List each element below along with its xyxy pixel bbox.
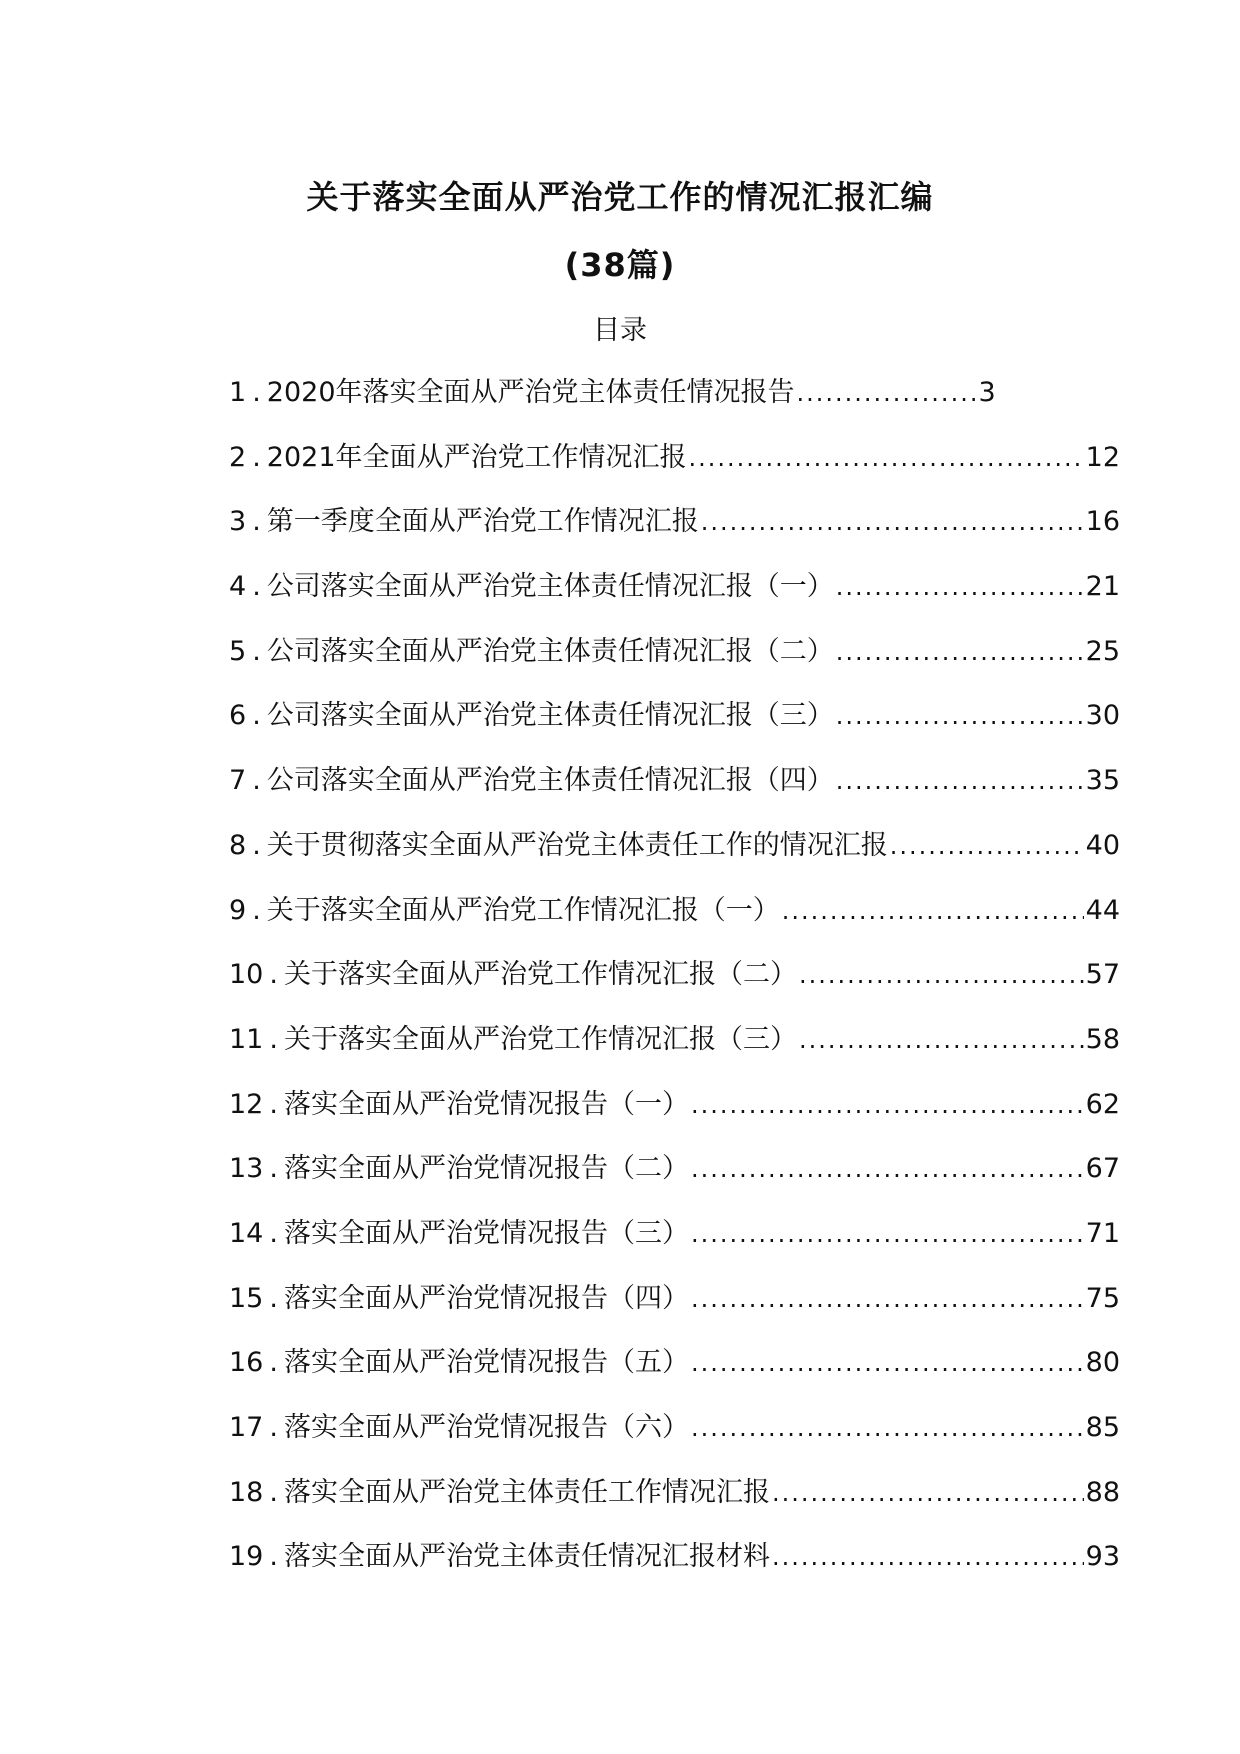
toc-entry-title: 关于落实全面从严治党工作情况汇报（三）	[283, 1023, 797, 1055]
toc-entry[interactable]	[229, 952, 1120, 1017]
toc-entry-page-number: 88	[1085, 1476, 1120, 1508]
toc-entry-page-number: 75	[1085, 1282, 1120, 1314]
toc-entry-separator: .	[269, 1088, 278, 1120]
toc-entry-page-number: 12	[1085, 441, 1120, 473]
toc-dot-leader	[797, 379, 977, 407]
toc-entry-number: 18	[229, 1476, 264, 1508]
toc-entry-separator: .	[269, 959, 278, 991]
toc-dot-leader	[782, 897, 1084, 925]
toc-entry-page-number: 85	[1085, 1412, 1120, 1443]
toc-entry[interactable]	[229, 1276, 1120, 1341]
toc-entry-page-number: 71	[1085, 1217, 1120, 1249]
toc-entry-number: 11	[229, 1023, 264, 1055]
toc-entry-title: 公司落实全面从严治党主体责任情况汇报（四）	[266, 765, 834, 797]
toc-dot-leader	[836, 573, 1084, 601]
toc-entry-title: 落实全面从严治党情况报告（四）	[283, 1282, 689, 1314]
toc-entry-page-number: 40	[1085, 829, 1120, 861]
toc-entry-separator: .	[252, 506, 261, 538]
toc-dot-leader	[890, 832, 1084, 860]
toc-entry-page-number: 21	[1085, 571, 1120, 603]
toc-entry-separator: .	[269, 1217, 278, 1249]
toc-entry[interactable]	[229, 1534, 1120, 1599]
toc-entry-number: 6	[229, 700, 247, 732]
toc-entry-number: 9	[229, 894, 247, 926]
toc-entry-number: 16	[229, 1347, 264, 1379]
toc-entry-separator: .	[252, 377, 261, 408]
toc-entry-title: 公司落实全面从严治党主体责任情况汇报（一）	[266, 571, 834, 603]
toc-entry-title: 落实全面从严治党情况报告（一）	[283, 1088, 689, 1120]
toc-entry-separator: .	[269, 1153, 278, 1185]
toc-entry-title: 落实全面从严治党情况报告（三）	[283, 1217, 689, 1249]
toc-entry-title: 公司落实全面从严治党主体责任情况汇报（二）	[266, 635, 834, 667]
toc-entry-number: 2	[229, 441, 247, 473]
toc-entry-page-number: 80	[1085, 1347, 1120, 1379]
toc-entry-number: 3	[229, 506, 247, 538]
toc-heading: 目录	[593, 315, 647, 346]
document-subtitle: (38篇)	[564, 246, 676, 284]
toc-entry-separator: .	[252, 571, 261, 603]
toc-entry-page-number: 3	[978, 377, 996, 408]
toc-dot-leader	[691, 1414, 1084, 1442]
toc-entry[interactable]	[229, 1470, 1120, 1535]
toc-dot-leader	[691, 1220, 1084, 1248]
toc-entry-page-number: 58	[1085, 1023, 1120, 1055]
toc-entry[interactable]	[229, 1211, 1120, 1276]
toc-entry-separator: .	[269, 1412, 278, 1443]
toc-dot-leader	[772, 1479, 1084, 1507]
toc-entry-title: 第一季度全面从严治党工作情况汇报	[266, 506, 699, 538]
toc-entry-number: 8	[229, 829, 247, 861]
toc-entry-number: 15	[229, 1282, 264, 1314]
toc-entry-title: 关于落实全面从严治党工作情况汇报（一）	[266, 894, 780, 926]
toc-entry-number: 14	[229, 1217, 264, 1249]
toc-entry-number: 1	[229, 377, 247, 408]
toc-entry-title: 落实全面从严治党情况报告（六）	[283, 1412, 689, 1443]
toc-entry-number: 4	[229, 571, 247, 603]
toc-entry[interactable]	[229, 499, 1120, 564]
toc-entry-page-number: 93	[1085, 1541, 1120, 1573]
toc-entry-separator: .	[269, 1541, 278, 1573]
document-title: 关于落实全面从严治党工作的情况汇报汇编	[306, 178, 934, 216]
toc-dot-leader	[689, 444, 1084, 472]
toc-entry-title: 2021年全面从严治党工作情况汇报	[266, 441, 687, 473]
toc-entry[interactable]	[229, 1082, 1120, 1147]
toc-dot-leader	[799, 961, 1084, 989]
toc-dot-leader	[799, 1026, 1084, 1054]
toc-dot-leader	[701, 508, 1084, 536]
toc-entry[interactable]	[229, 370, 1120, 435]
toc-dot-leader	[836, 702, 1084, 730]
toc-entry[interactable]	[229, 1146, 1120, 1211]
toc-entry[interactable]	[229, 564, 1120, 629]
toc-entry-title: 落实全面从严治党情况报告（五）	[283, 1347, 689, 1379]
toc-dot-leader	[836, 638, 1084, 666]
toc-entry-number: 7	[229, 765, 247, 797]
toc-dot-leader	[691, 1349, 1084, 1377]
toc-entry-page-number: 16	[1085, 506, 1120, 538]
toc-dot-leader	[836, 767, 1084, 795]
toc-entry-title: 关于贯彻落实全面从严治党主体责任工作的情况汇报	[266, 829, 888, 861]
toc-entry[interactable]	[229, 693, 1120, 758]
toc-entry[interactable]	[229, 629, 1120, 694]
toc-entry-title: 落实全面从严治党主体责任工作情况汇报	[283, 1476, 770, 1508]
toc-entry-page-number: 30	[1085, 700, 1120, 732]
toc-entry-separator: .	[269, 1476, 278, 1508]
toc-entry-page-number: 25	[1085, 635, 1120, 667]
toc-entry[interactable]	[229, 435, 1120, 500]
toc-entry-number: 19	[229, 1541, 264, 1573]
toc-dot-leader	[691, 1285, 1084, 1313]
toc-entry-number: 17	[229, 1412, 264, 1443]
toc-dot-leader	[691, 1091, 1084, 1119]
toc-entry-title: 关于落实全面从严治党工作情况汇报（二）	[283, 959, 797, 991]
toc-entry-number: 5	[229, 635, 247, 667]
toc-entry[interactable]	[229, 758, 1120, 823]
toc-entry-number: 13	[229, 1153, 264, 1185]
toc-entry-title: 落实全面从严治党情况报告（二）	[283, 1153, 689, 1185]
toc-entry[interactable]	[229, 823, 1120, 888]
table-of-contents	[229, 370, 1120, 1599]
toc-entry-separator: .	[252, 765, 261, 797]
toc-entry-number: 12	[229, 1088, 264, 1120]
toc-entry-separator: .	[252, 829, 261, 861]
toc-entry-separator: .	[269, 1023, 278, 1055]
toc-entry[interactable]	[229, 888, 1120, 953]
toc-entry-page-number: 57	[1085, 959, 1120, 991]
toc-entry[interactable]	[229, 1405, 1120, 1470]
toc-entry-page-number: 44	[1085, 894, 1120, 926]
toc-dot-leader	[772, 1543, 1084, 1571]
toc-entry-separator: .	[252, 635, 261, 667]
toc-entry-title: 2020年落实全面从严治党主体责任情况报告	[266, 377, 795, 408]
toc-entry-page-number: 35	[1085, 765, 1120, 797]
toc-entry-separator: .	[252, 700, 261, 732]
toc-entry-separator: .	[269, 1347, 278, 1379]
toc-entry-separator: .	[269, 1282, 278, 1314]
toc-entry-number: 10	[229, 959, 264, 991]
toc-entry-separator: .	[252, 441, 261, 473]
toc-entry[interactable]	[229, 1017, 1120, 1082]
toc-dot-leader	[691, 1155, 1084, 1183]
toc-entry-title: 落实全面从严治党主体责任情况汇报材料	[283, 1541, 770, 1573]
toc-entry-title: 公司落实全面从严治党主体责任情况汇报（三）	[266, 700, 834, 732]
toc-entry-page-number: 62	[1085, 1088, 1120, 1120]
toc-entry[interactable]	[229, 1340, 1120, 1405]
toc-entry-page-number: 67	[1085, 1153, 1120, 1185]
toc-entry-separator: .	[252, 894, 261, 926]
